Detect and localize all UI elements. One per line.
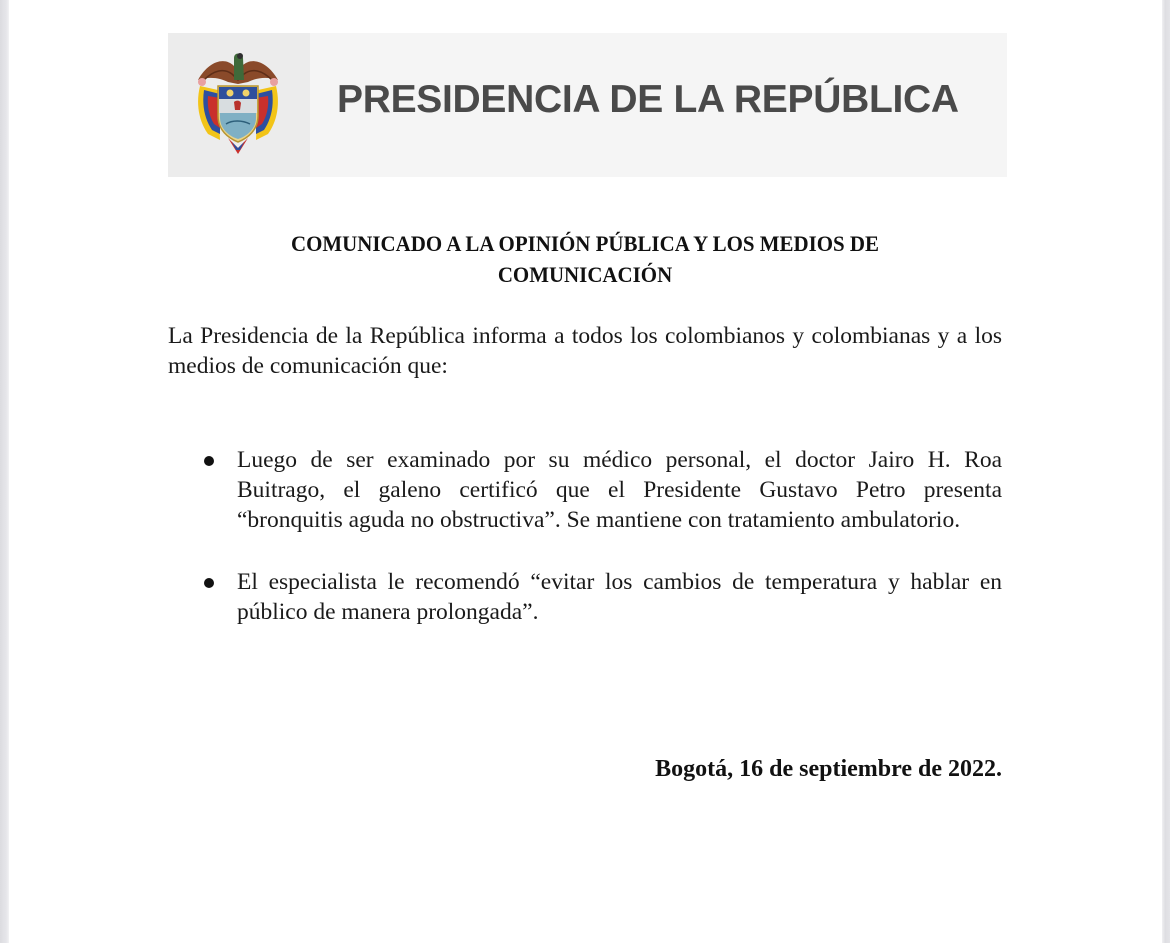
statement-list — [168, 445, 1002, 627]
list-item — [168, 567, 1002, 627]
bullet-icon — [204, 456, 214, 466]
document-title-line-2: COMUNICACIÓN — [497, 262, 673, 287]
list-item-text: Luego de ser examinado por su médico personal, el doctor Jairo H. Roa Buitrago, el galeno certificó que el Presidente Gustavo Petro presenta “bronquitis aguda no obstructiva”. Se mantiene con tratamiento ambulatorio. — [237, 447, 1002, 533]
letterhead-title: PRESIDENCIA DE LA REPÚBLICA — [337, 78, 959, 121]
coat-of-arms-icon — [190, 50, 286, 156]
viewer-left-edge — [0, 0, 9, 943]
place-and-date: Bogotá, 16 de septiembre de 2022. — [655, 756, 1002, 782]
document-title — [197, 228, 973, 290]
list-item-text: El especialista le recomendó “evitar los cambios de temperatura y hablar en público de manera prolongada”. — [237, 569, 1002, 625]
document-title-line-1: COMUNICADO A LA OPINIÓN PÚBLICA Y LOS MEDIOS DE — [291, 231, 879, 256]
list-item — [168, 445, 1002, 535]
bullet-icon — [204, 578, 214, 588]
intro-paragraph: La Presidencia de la República informa a todos los colombianos y colombianas y a los medios de comunicación que: — [168, 323, 1002, 379]
viewer-right-edge — [1162, 0, 1170, 943]
